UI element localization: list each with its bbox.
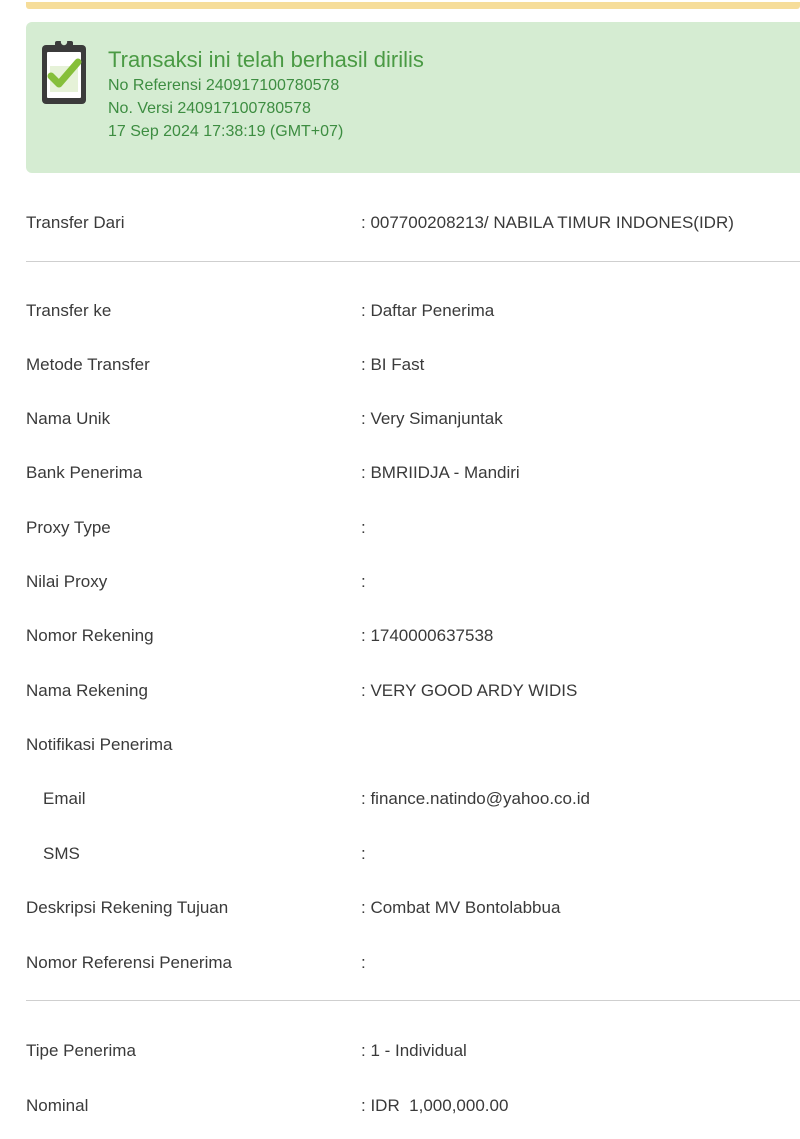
detail-row-email (0, 784, 800, 814)
detail-value: : IDR 1,000,000.00 (361, 1096, 509, 1115)
success-text-block (108, 46, 424, 143)
detail-row-tipe-penerima (0, 1036, 800, 1066)
detail-value: : Combat MV Bontolabbua (361, 898, 561, 917)
detail-value: : 1740000637538 (361, 626, 494, 645)
detail-row-nomor-rekening (0, 621, 800, 651)
detail-row-nomor-referensi-penerima (0, 948, 800, 978)
detail-value: : BI Fast (361, 355, 425, 374)
section-divider (26, 261, 800, 262)
detail-value: : Very Simanjuntak (361, 409, 503, 428)
top-accent-bar (26, 2, 800, 9)
success-banner (26, 22, 800, 173)
detail-label: Deskripsi Rekening Tujuan (26, 898, 229, 917)
detail-row-transfer-ke (0, 296, 800, 326)
detail-label: Transfer ke (26, 301, 112, 320)
detail-row-deskripsi-rekening-tujuan (0, 893, 800, 923)
detail-label: Metode Transfer (26, 355, 150, 374)
success-title: Transaksi ini telah berhasil dirilis (108, 47, 424, 72)
detail-value: : (361, 518, 366, 537)
detail-label: Transfer Dari (26, 213, 125, 232)
detail-value: : (361, 844, 366, 863)
detail-value: : (361, 953, 366, 972)
detail-label: Nominal (26, 1096, 89, 1115)
detail-row-metode-transfer (0, 350, 800, 380)
detail-row-notifikasi-penerima (0, 730, 800, 760)
detail-label: Nilai Proxy (26, 572, 108, 591)
detail-value: : 007700208213/ NABILA TIMUR INDONES(IDR) (361, 213, 734, 232)
detail-label: Proxy Type (26, 518, 111, 537)
detail-row-transfer-dari (0, 208, 800, 238)
detail-value: : BMRIIDJA - Mandiri (361, 463, 520, 482)
detail-row-nominal (0, 1091, 800, 1121)
detail-row-nama-unik (0, 404, 800, 434)
detail-label: Nomor Rekening (26, 626, 154, 645)
detail-label: Notifikasi Penerima (26, 735, 173, 754)
detail-row-nilai-proxy (0, 567, 800, 597)
transaction-datetime: 17 Sep 2024 17:38:19 (GMT+07) (108, 123, 344, 140)
detail-label: SMS (43, 844, 80, 863)
section-divider (26, 1000, 800, 1001)
detail-row-proxy-type (0, 513, 800, 543)
detail-label: Nama Unik (26, 409, 111, 428)
version-number: No. Versi 240917100780578 (108, 100, 311, 117)
detail-label: Nama Rekening (26, 681, 148, 700)
detail-row-bank-penerima (0, 458, 800, 488)
detail-value: : finance.natindo@yahoo.co.id (361, 789, 590, 808)
detail-value: : (361, 572, 366, 591)
detail-label: Bank Penerima (26, 463, 143, 482)
reference-number: No Referensi 240917100780578 (108, 77, 340, 94)
detail-row-sms (0, 839, 800, 869)
detail-label: Email (43, 789, 86, 808)
detail-row-nama-rekening (0, 676, 800, 706)
detail-label: Nomor Referensi Penerima (26, 953, 232, 972)
detail-value: : VERY GOOD ARDY WIDIS (361, 681, 578, 700)
detail-value: : 1 - Individual (361, 1041, 467, 1060)
detail-label: Tipe Penerima (26, 1041, 136, 1060)
clipboard-check-icon (40, 36, 92, 108)
detail-value: : Daftar Penerima (361, 301, 495, 320)
